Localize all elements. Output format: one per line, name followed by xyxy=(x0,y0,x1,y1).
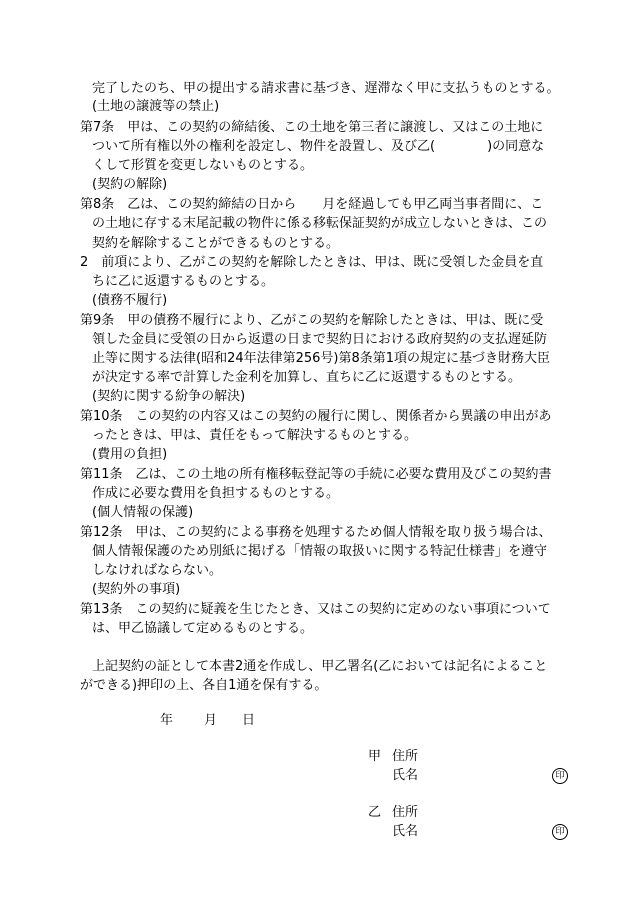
date-month-label: 月 xyxy=(204,713,218,728)
section-heading: (個人情報の保護) xyxy=(92,505,194,520)
article-7-line: 第7条 甲は、この契約の締結後、この土地を第三者に譲渡し、又はこの土地に xyxy=(80,120,544,135)
text-line: 作成に必要な費用を負担するものとする。 xyxy=(92,486,340,501)
section-heading: (費用の負担) xyxy=(92,447,168,462)
section-heading: (契約の解除) xyxy=(92,177,168,192)
text-line: 領した金員に受領の日から返還の日まで契約日における政府契約の支払遅延防 xyxy=(92,332,548,347)
party-b-label: 乙 xyxy=(368,805,382,820)
section-heading: (契約に関する紛争の解決) xyxy=(92,389,246,404)
text-line: の土地に存する末尾記載の物件に係る移転保証契約が成立しないときは、この xyxy=(92,216,548,231)
party-b-address-label: 住所 xyxy=(392,805,419,820)
party-b-seal-mark: 印 xyxy=(552,824,568,840)
party-a-name-label: 氏名 xyxy=(392,768,419,783)
text-line: 個人情報保護のため別紙に掲げる「情報の取扱いに関する特記仕様書」を遵守 xyxy=(92,544,548,559)
closing-line: ができる)押印の上、各自1通を保有する。 xyxy=(80,678,328,693)
section-heading: (土地の譲渡等の禁止) xyxy=(92,99,220,114)
text-line: が決定する率で計算した金利を加算し、直ちに乙に返還するものとする。 xyxy=(92,370,522,385)
section-heading: (債務不履行) xyxy=(92,293,168,308)
closing-line: 上記契約の証として本書2通を作成し、甲乙署名(乙においては記名によること xyxy=(92,659,548,674)
text-line: しなければならない。 xyxy=(92,563,223,578)
text-line: くして形質を変更しないものとする。 xyxy=(92,158,314,173)
text-line: 止等に関する法律(昭和24年法律第256号)第8条第1項の規定に基づき財務大臣 xyxy=(92,351,551,366)
text-line: は、甲乙協議して定めるものとする。 xyxy=(92,621,314,636)
text-line: ったときは、甲は、責任をもって解決するものとする。 xyxy=(92,428,418,443)
text-line: ちに乙に返還するものとする。 xyxy=(92,274,275,289)
party-b-name-label: 氏名 xyxy=(392,824,419,839)
article-13-line: 第13条 この契約に疑義を生じたとき、又はこの契約に定めのない事項について xyxy=(80,602,551,617)
text-line: 完了したのち、甲の提出する請求書に基づき、遅滞なく甲に支払うものとする。 xyxy=(92,81,560,96)
article-12-line: 第12条 甲は、この契約による事務を処理するため個人情報を取り扱う場合は、 xyxy=(80,525,552,540)
paragraph-2-line: 2 前項により、乙がこの契約を解除したときは、甲は、既に受領した金員を直 xyxy=(80,255,544,270)
text-line: ついて所有権以外の権利を設定し、物件を設置し、及び乙( )の同意な xyxy=(92,139,545,154)
section-heading: (契約外の事項) xyxy=(92,582,181,597)
party-a-address-label: 住所 xyxy=(392,749,419,764)
article-10-line: 第10条 この契約の内容又はこの契約の履行に関し、関係者から異議の申出があ xyxy=(80,409,552,424)
article-8-line: 第8条 乙は、この契約締結の日から 月を経過しても甲乙両当事者間に、こ xyxy=(80,197,544,212)
date-year-label: 年 xyxy=(160,713,174,728)
article-11-line: 第11条 乙は、この土地の所有権移転登記等の手続に必要な費用及びこの契約書 xyxy=(80,467,552,482)
party-a-seal-mark: 印 xyxy=(552,768,568,784)
party-a-label: 甲 xyxy=(368,749,382,764)
text-line: 契約を解除することができるものとする。 xyxy=(92,236,340,251)
article-9-line: 第9条 甲の債務不履行により、乙がこの契約を解除したときは、甲は、既に受 xyxy=(80,313,544,328)
date-day-label: 日 xyxy=(242,713,256,728)
